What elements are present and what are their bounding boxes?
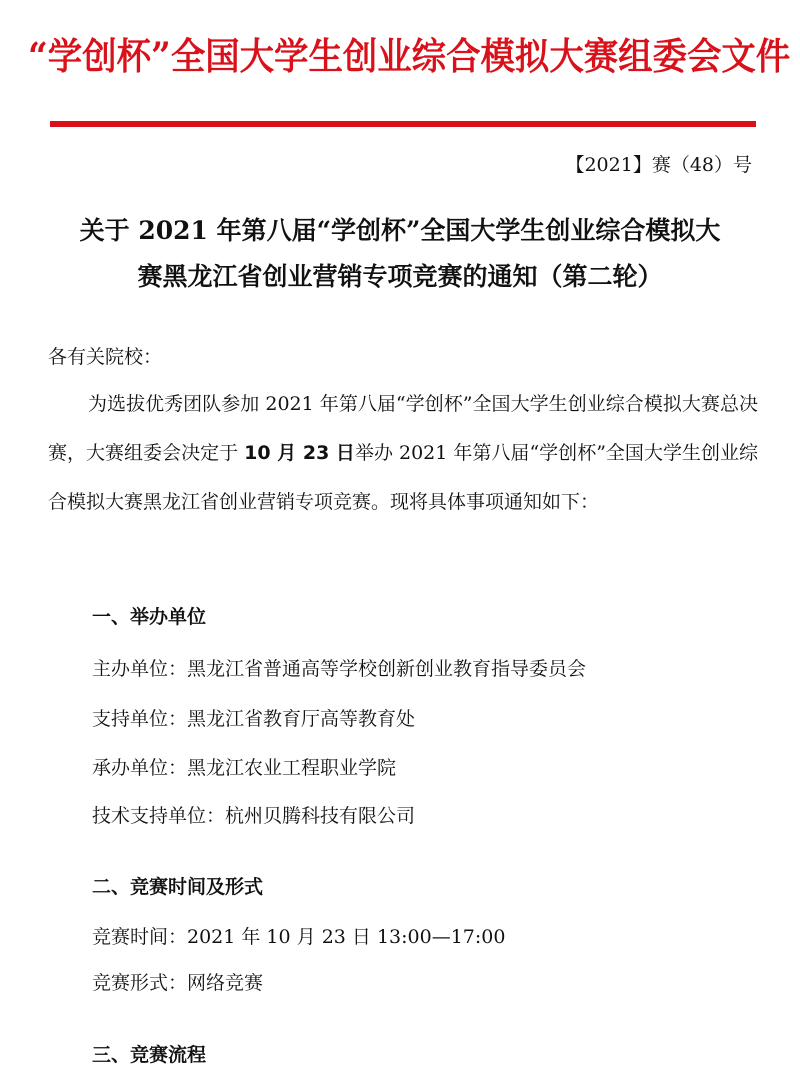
header-red-rule [50,121,756,127]
host-line: 承办单位：黑龙江农业工程职业学院 [92,757,397,779]
supporter-line: 支持单位：黑龙江省教育厅高等教育处 [92,708,416,730]
organizer-line: 主办单位：黑龙江省普通高等学校创新创业教育指导委员会 [92,658,587,680]
intro-date: 10 月 23 日 [244,442,355,464]
intro-paragraph [48,380,758,527]
notice-title-line-2: 赛黑龙江省创业营销专项竞赛的通知（第二轮） [137,262,663,291]
intro-text-part-1: 为选拔优秀团队参加 2021 年第八届“学创杯”全国大学生创业综合模拟大赛总决赛，大赛组委会决定于 [48,393,758,464]
intro-text-part-2: 举办 2021 年第八届“学创杯”全国大学生创业综合模拟大赛黑龙江省创业营销专项竞赛。现将具体事项通知如下： [48,442,758,513]
section-heading-time-format: 二、竞赛时间及形式 [92,876,264,898]
notice-title [40,208,760,300]
tech-support-line: 技术支持单位：杭州贝腾科技有限公司 [92,805,416,827]
document-number: 【2021】赛（48）号 [565,154,752,176]
document-header-title: “学创杯”全国大学生创业综合模拟大赛组委会文件 [28,34,791,78]
section-heading-organizers: 一、举办单位 [92,606,207,628]
section-heading-process: 三、竞赛流程 [92,1044,207,1066]
competition-time-line: 竞赛时间：2021 年 10 月 23 日 13:00—17:00 [92,926,506,948]
competition-format-line: 竞赛形式：网络竞赛 [92,972,264,994]
notice-title-line-1: 关于 2021 年第八届“学创杯”全国大学生创业综合模拟大 [79,216,721,245]
salutation: 各有关院校： [48,346,163,368]
